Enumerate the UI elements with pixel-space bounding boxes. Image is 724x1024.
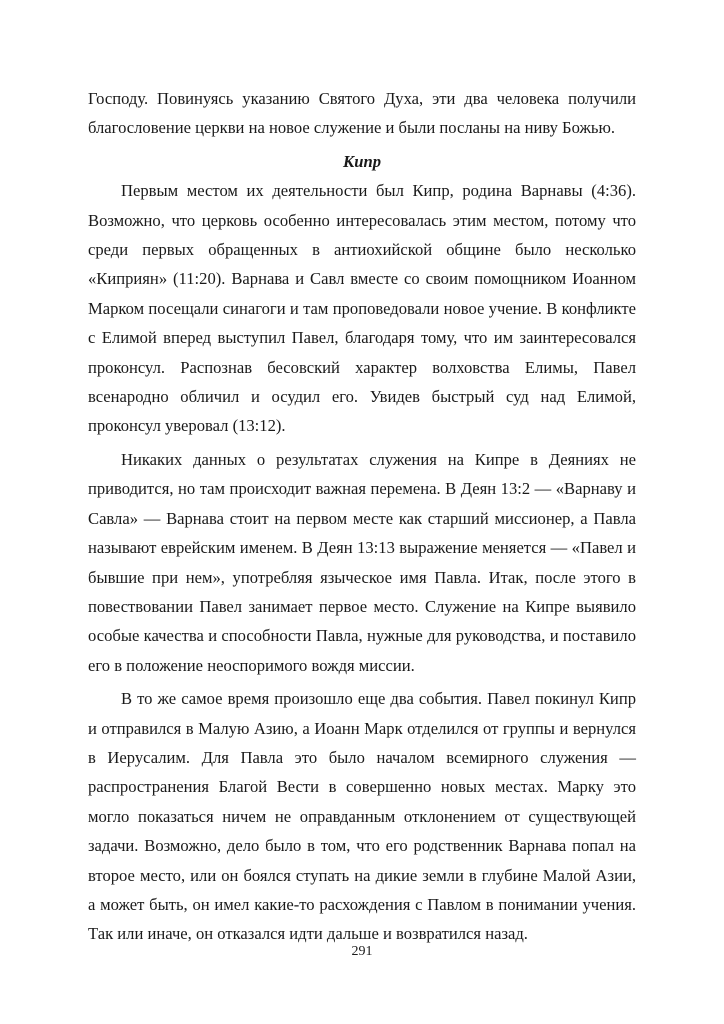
page-number: 291 [351,944,373,959]
paragraph: Первым местом их деятельности был Кипр, родина Варнавы (4:36). Возможно, что церковь особенно интересовалась этим местом, потому что среди первых обращенных в антиохийской общине было несколько «Киприян» (11:20). Варнава и Савл вместе со своим помощником Иоанном Марком посещали синагоги и там проповедовали новое учение. В конфликте с Елимой вперед выступил Павел, благодаря тому, что им заинтересовался проконсул. Распознав бесовский характер волховства Елимы, Павел всенародно обличил и осудил его. Увидев быстрый суд над Елимой, проконсул уверовал (13:12). [88,181,636,436]
paragraph-continuation: Господу. Повинуясь указанию Святого Духа, эти два человека получили благословение церкви на новое служение и были посланы на ниву Божью. [88,89,636,138]
section-heading: Кипр [342,151,381,171]
paragraph: В то же самое время произошло еще два события. Павел покинул Кипр и отправился в Малую Азию, а Иоанн Марк отделился от группы и вернулся в Иерусалим. Для Павла это было началом всемирного служения — распространения Благой Вести в совершенно новых местах. Марку это могло показаться ничем не оправданным отклонением от существующей задачи. Возможно, дело было в том, что его родственник Варнава попал на второе место, или он боялся ступать на дикие земли в глубине Малой Азии, а может быть, он имел какие-то расхождения с Павлом в понимании учения. Так или иначе, он отказался идти дальше и возвратился назад. [88,689,636,944]
paragraph: Никаких данных о результатах служения на Кипре в Деяниях не приводится, но там происходит важная перемена. В Деян 13:2 — «Варнаву и Савла» — Варнава стоит на первом месте как старший миссионер, а Павла называют еврейским именем. В Деян 13:13 выражение меняется — «Павел и бывшие при нем», употребляя языческое имя Павла. Итак, после этого в повествовании Павел занимает первое место. Служение на Кипре выявило особые качества и способности Павла, нужные для руководства, и поставило его в положение неоспоримого вождя миссии. [88,449,636,675]
body-text [88,84,636,953]
